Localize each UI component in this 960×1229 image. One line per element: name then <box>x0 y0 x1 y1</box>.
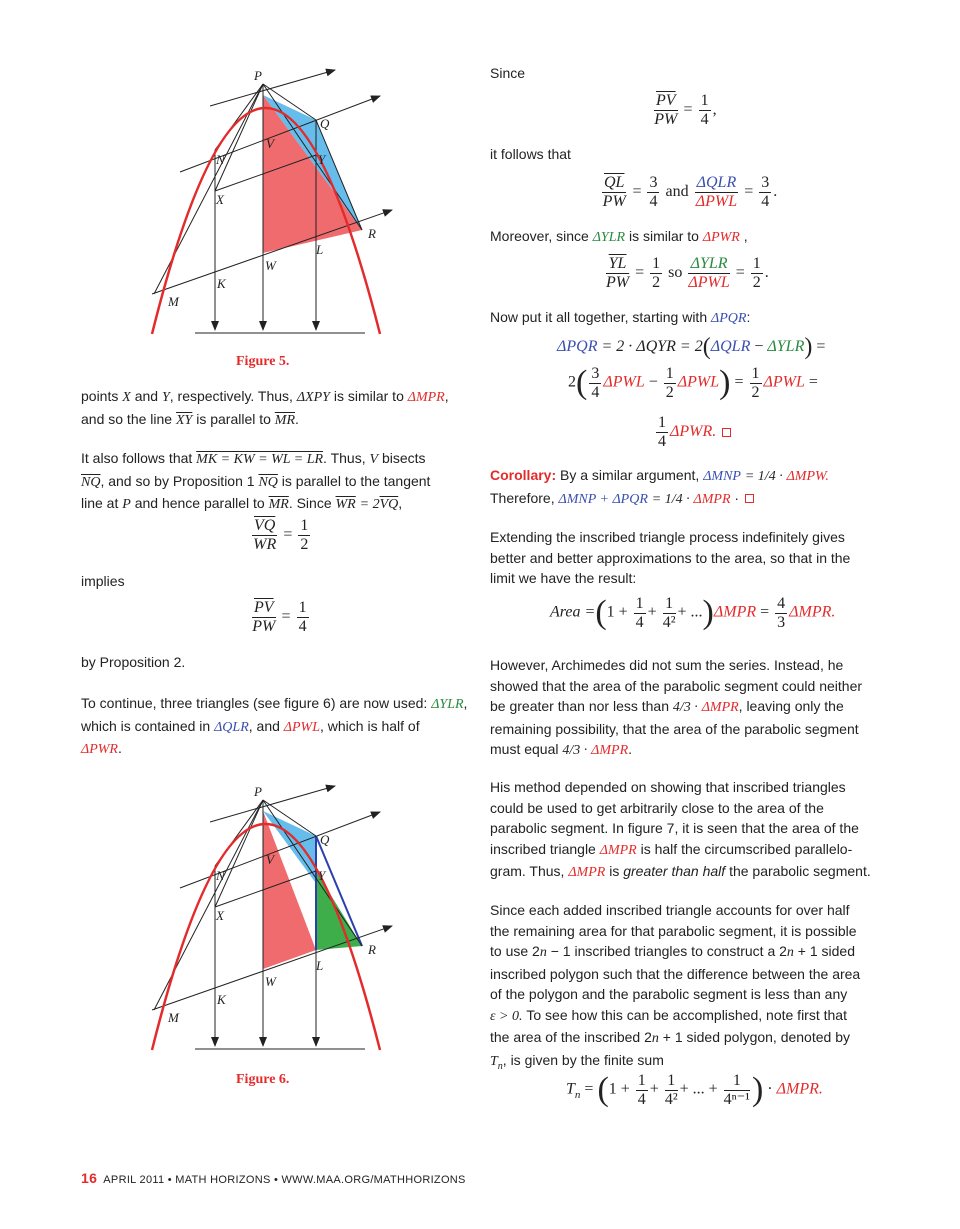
label-r: R <box>368 226 376 241</box>
qed-square-icon <box>745 494 754 503</box>
label-l: L <box>316 958 324 973</box>
footer-text: APRIL 2011 • MATH HORIZONS • WWW.MAA.ORG/MATHHORIZONS <box>103 1174 466 1186</box>
label-k: K <box>217 276 226 291</box>
label-r: R <box>368 942 376 957</box>
figure-6-caption: Figure 6. <box>236 1072 290 1087</box>
method-para: His method depended on showing that inscribed triangles could be used to get arbitrarily close to the area of the parabolic segment. In figure 7, it is seen that the area of the inscribed triangle ΔMPR is half the circumscribed parallelo- gram. Thus, ΔMPR is greater than half the parabolic segment. <box>490 779 871 880</box>
label-q: Q <box>320 116 330 131</box>
implies-text: implies <box>81 573 125 589</box>
label-n: N <box>216 868 225 883</box>
figure-6-diagram <box>140 778 400 1068</box>
equation-yl-pw: $\frac{\overline{YL}}{PW}$ = $\frac{1}{2}$ so $\frac{\text{ΔYLR}}{\text{ΔPWL}}$ = $\frac{1}{2}$ . <box>606 255 769 291</box>
label-n: N <box>216 152 225 167</box>
figure-5-caption: Figure 5. <box>236 354 290 369</box>
label-w: W <box>265 258 276 273</box>
corollary-text: Corollary: By a similar argument, ΔMNP = 1/4 · ΔMPW. Therefore, ΔMNP + ΔPQR = 1/4 · ΔMPR · <box>490 467 829 507</box>
label-v: V <box>266 852 274 867</box>
equation-pv-pw-left: $\frac{\overline{PV}}{PW}$ = $\frac{1}{4}$ <box>252 599 307 635</box>
equation-pqr-line2: 2( $\frac{3}{4}$ ΔPWL − $\frac{1}{2}$ ΔPWL) = $\frac{1}{2}$ ΔPWL = <box>568 364 818 401</box>
label-m: M <box>168 294 179 309</box>
label-k: K <box>217 992 226 1007</box>
label-q: Q <box>320 832 330 847</box>
however-para: However, Archimedes did not sum the series. Instead, he showed that the area of the parabolic segment could neither be greater than nor less than 4/3 · ΔMPR, leaving only the remaining possibility, that the area of the parabolic segment must equal 4/3 · ΔMPR. <box>490 657 863 758</box>
equation-area-series: Area =(1 + $\frac{1}{4}$ + $\frac{1}{\text{4²}}$ + ...)ΔMPR = $\frac{4}{3}$ ΔMPR. <box>550 594 836 631</box>
left-para-3: To continue, three triangles (see figure 6) are now used: ΔYLR, which is contained in ΔQLR, and ΔPWL, which is half of ΔPWR. <box>81 695 468 757</box>
equation-ql-pw: $\frac{\overline{QL}}{PW}$ = $\frac{3}{4}$ and $\frac{\text{ΔQLR}}{\text{ΔPWL}}$ = $\frac{3}{4}$ . <box>602 174 778 210</box>
equation-pqr-line1: ΔPQR = 2 · ΔQYR = 2(ΔQLR − ΔYLR) = <box>557 334 826 360</box>
label-x: X <box>216 192 224 207</box>
label-w: W <box>265 974 276 989</box>
qed-square-icon <box>722 428 731 437</box>
page-footer <box>81 1170 466 1186</box>
label-m: M <box>168 1010 179 1025</box>
label-v: V <box>266 136 274 151</box>
by-proposition-2: by Proposition 2. <box>81 654 186 670</box>
equation-vq-wr: $\frac{\overline{VQ}}{WR}$ = $\frac{1}{2}$ <box>253 517 309 553</box>
equation-pqr-line3: $\frac{1}{4}$ ΔPWR. <box>654 414 731 451</box>
equation-pv-pw: $\frac{\overline{PV}}{PW}$ = $\frac{1}{4}$ , <box>654 92 717 128</box>
label-l: L <box>316 242 324 257</box>
page-number: 16 <box>81 1170 98 1186</box>
extending-para: Extending the inscribed triangle process indefinitely gives better and better approximations to the area, so that in the limit we have the result: <box>490 529 851 586</box>
left-para-2: It also follows that MK = KW = WL = LR. Thus, V bisects $\overline{NQ}$, and so by Proposition 1 $\overline{NQ}$ is parallel to the tangent line at P and hence parallel to $\overline{MR}$. Since $\overline{WR} = 2\overline{VQ}$, <box>81 450 431 512</box>
label-y: Y <box>318 152 326 167</box>
left-para-1: points X and Y, respectively. Thus, ΔXPY is similar to ΔMPR, and so the line $\overline{XY}$ is parallel to $\overline{MR}$. <box>81 388 449 428</box>
label-y: Y <box>318 868 326 883</box>
now-put-text: Now put it all together, starting with ΔPQR: <box>490 309 751 326</box>
label-x: X <box>216 908 224 923</box>
figure-5-diagram <box>140 62 400 352</box>
since-text: Since <box>490 65 526 81</box>
moreover-text: Moreover, since ΔYLR is similar to ΔPWR , <box>490 228 748 245</box>
label-p: P <box>254 784 262 799</box>
polygon-para: Since each added inscribed triangle accounts for over half the remaining area for that parabolic segment, it is possible to use 2n − 1 inscribed triangles to construct a 2n + 1 sided inscribed polygon such that the difference between the area of the polygon and the parabolic segment is less than any ε > 0. To see how this can be accomplished, note first that the area of the inscribed 2n + 1 sided polygon, denoted by $T_n$, is given by the finite sum <box>490 902 861 1072</box>
label-p: P <box>254 68 262 83</box>
it-follows-text: it follows that <box>490 146 571 162</box>
equation-tn-sum: $T_n = (1$ + $\frac{1}{4}$ + $\frac{1}{\text{4²}}$ + ... + $\frac{1}{\text{4ⁿ⁻¹}}$ ) · ΔMPR. <box>566 1071 823 1108</box>
